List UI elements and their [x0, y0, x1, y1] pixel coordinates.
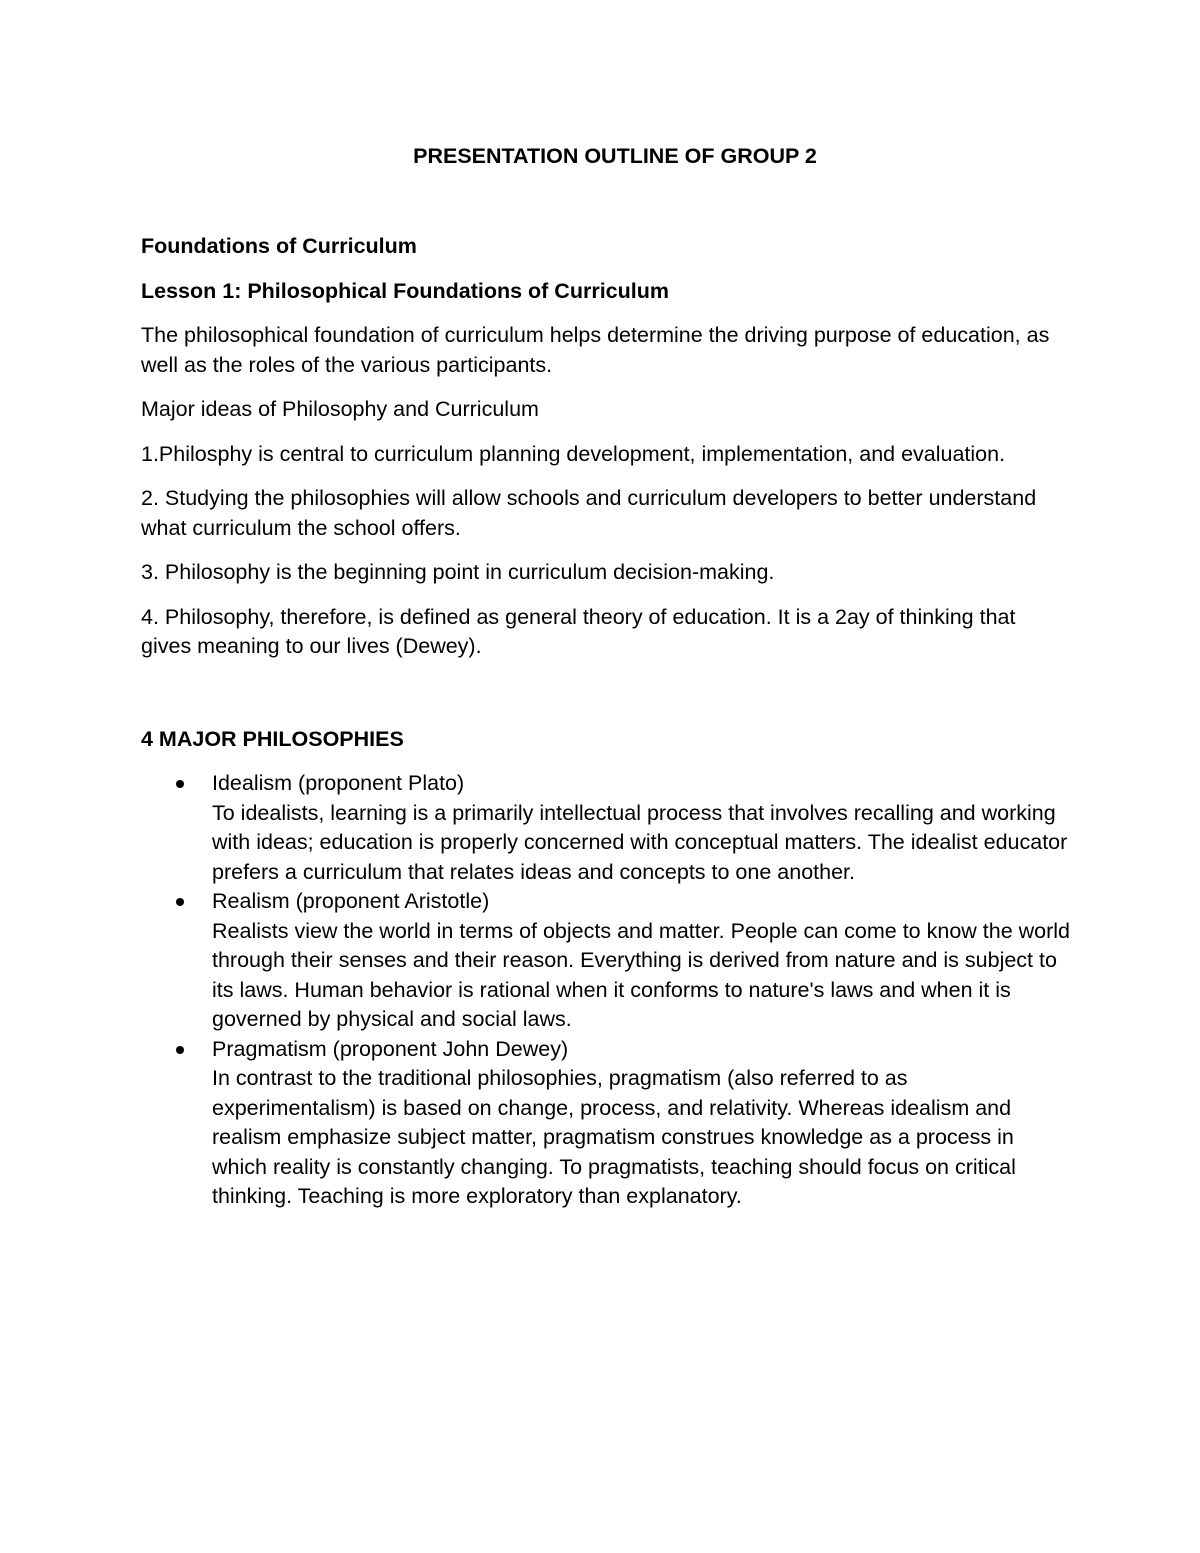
idea-item-1: 1.Philosphy is central to curriculum planning development, implementation, and evaluation.: [141, 441, 1006, 466]
philosophy-description: In contrast to the traditional philosophies, pragmatism (also referred to as experimentalism) is based on change, process, and relativity. Whereas idealism and realism emphasize subject matter, pragmatism construes knowledge as a process in which reality is constantly changing. To pragmatists, teaching should focus on critical thinking. Teaching is more exploratory than explanatory.: [212, 1066, 1016, 1208]
bullet-icon: [176, 780, 184, 788]
philosophy-description: To idealists, learning is a primarily intellectual process that involves recalling and working with ideas; education is properly concerned with conceptual matters. The idealist educator prefers a curriculum that relates ideas and concepts to one another.: [212, 800, 1068, 884]
philosophies-list: [141, 769, 1071, 1212]
idea-item-4: 4. Philosophy, therefore, is defined as general theory of education. It is a 2ay of thinking that gives meaning to our lives (Dewey).: [141, 604, 1016, 658]
intro-paragraph: The philosophical foundation of curriculum helps determine the driving purpose of education, as well as the roles of the various participants.: [141, 323, 1050, 377]
list-item: [141, 769, 1071, 887]
idea-item-2: 2. Studying the philosophies will allow schools and curriculum developers to better understand what curriculum the school offers.: [141, 486, 1037, 540]
philosophy-name: Idealism (proponent Plato): [212, 771, 465, 795]
list-item: [141, 887, 1071, 1035]
philosophy-name: Pragmatism (proponent John Dewey): [212, 1036, 569, 1061]
philosophy-description: Realists view the world in terms of objects and matter. People can come to know the world through their senses and their reason. Everything is derived from nature and is subject to its laws. Human behavior is rational when it conforms to nature's laws and when it is governed by physical and social laws.: [212, 918, 1071, 1031]
document-page: [141, 141, 1071, 1212]
list-item: [141, 1035, 1071, 1212]
lesson-heading: Lesson 1: Philosophical Foundations of Curriculum: [141, 278, 669, 303]
bullet-icon: [176, 1046, 184, 1054]
major-ideas-label: Major ideas of Philosophy and Curriculum: [141, 397, 539, 421]
section-heading: Foundations of Curriculum: [141, 234, 417, 258]
philosophy-name: Realism (proponent Aristotle): [212, 889, 490, 913]
philosophies-heading: 4 MAJOR PHILOSOPHIES: [141, 726, 404, 751]
document-title: PRESENTATION OUTLINE OF GROUP 2: [413, 144, 817, 168]
idea-item-3: 3. Philosophy is the beginning point in curriculum decision-making.: [141, 560, 775, 584]
bullet-icon: [176, 898, 184, 906]
